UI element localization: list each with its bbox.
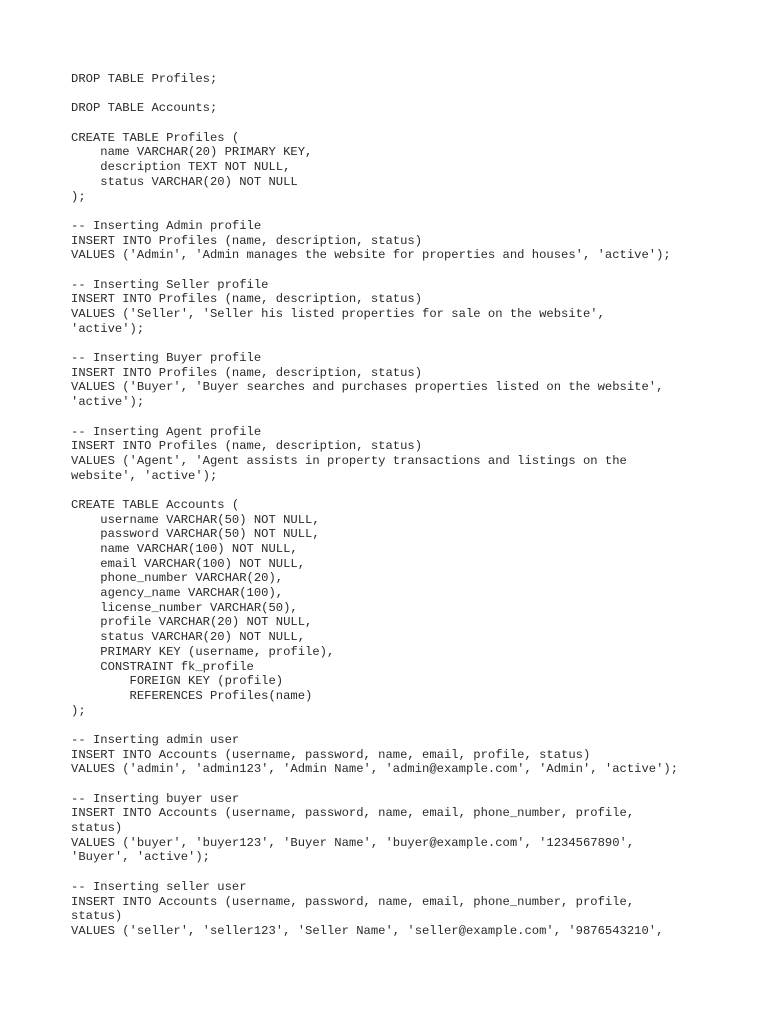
code-line: ); <box>71 703 86 718</box>
code-line: INSERT INTO Profiles (name, description, status) <box>71 233 423 248</box>
code-line: FOREIGN KEY (profile) <box>71 674 284 689</box>
code-line: -- Inserting Seller profile <box>71 277 269 292</box>
code-line: -- Inserting Buyer profile <box>71 351 262 366</box>
code-line: VALUES ('Seller', 'Seller his listed properties for sale on the website', <box>71 307 605 321</box>
code-line: status) <box>71 909 123 924</box>
code-line <box>71 87 731 102</box>
code-line: description TEXT NOT NULL, <box>71 160 291 175</box>
code-line: -- Inserting Agent profile <box>71 424 262 439</box>
code-line: INSERT INTO Accounts (username, password, name, email, phone_number, profile, <box>71 806 635 821</box>
code-line: phone_number VARCHAR(20), <box>71 571 284 586</box>
code-line: PRIMARY KEY (username, profile), <box>71 644 335 659</box>
code-line: password VARCHAR(50) NOT NULL, <box>71 527 320 542</box>
code-line: -- Inserting Admin profile <box>71 218 262 233</box>
code-line: VALUES ('admin', 'admin123', 'Admin Name', 'admin@example.com', 'Admin', 'active'); <box>71 762 679 777</box>
code-line: -- Inserting admin user <box>71 732 240 747</box>
code-line: 'Buyer', 'active'); <box>71 850 210 865</box>
code-line: CREATE TABLE Profiles ( <box>71 130 240 145</box>
sql-code-block <box>71 72 731 939</box>
code-line: license_number VARCHAR(50), <box>71 600 298 615</box>
code-line: username VARCHAR(50) NOT NULL, <box>71 512 320 527</box>
code-line: VALUES ('seller', 'seller123', 'Seller Name', 'seller@example.com', '9876543210', <box>71 923 664 938</box>
code-line: INSERT INTO Profiles (name, description, status) <box>71 292 423 307</box>
code-line: -- Inserting seller user <box>71 879 247 894</box>
code-line: INSERT INTO Profiles (name, description, status) <box>71 439 423 454</box>
code-line <box>71 483 731 498</box>
code-line: DROP TABLE Accounts; <box>71 101 218 116</box>
code-line: agency_name VARCHAR(100), <box>71 586 284 601</box>
code-line: email VARCHAR(100) NOT NULL, <box>71 556 306 571</box>
code-line: INSERT INTO Profiles (name, description, status) <box>71 365 423 380</box>
code-line: INSERT INTO Accounts (username, password, name, email, phone_number, profile, <box>71 894 635 909</box>
code-line: 'active'); <box>71 321 145 336</box>
code-line: website', 'active'); <box>71 468 218 483</box>
code-line: 'active'); <box>71 395 145 410</box>
code-line: CONSTRAINT fk_profile <box>71 659 254 674</box>
code-line: ); <box>71 189 86 204</box>
code-line <box>71 865 731 880</box>
code-line <box>71 336 731 351</box>
code-line: DROP TABLE Profiles; <box>71 72 218 86</box>
code-line <box>71 410 731 425</box>
code-line <box>71 718 731 733</box>
code-line: VALUES ('buyer', 'buyer123', 'Buyer Name', 'buyer@example.com', '1234567890', <box>71 835 635 850</box>
code-line: VALUES ('Buyer', 'Buyer searches and purchases properties listed on the website', <box>71 380 664 395</box>
code-line <box>71 116 731 131</box>
code-line: REFERENCES Profiles(name) <box>71 688 313 703</box>
code-line <box>71 777 731 792</box>
code-line: status VARCHAR(20) NOT NULL <box>71 174 298 189</box>
code-line <box>71 263 731 278</box>
code-line: INSERT INTO Accounts (username, password, name, email, profile, status) <box>71 747 591 762</box>
code-line: name VARCHAR(100) NOT NULL, <box>71 542 298 556</box>
code-line <box>71 204 731 219</box>
code-line: status VARCHAR(20) NOT NULL, <box>71 630 306 645</box>
code-line: -- Inserting buyer user <box>71 791 240 806</box>
code-line: CREATE TABLE Accounts ( <box>71 497 240 512</box>
code-line: name VARCHAR(20) PRIMARY KEY, <box>71 145 313 160</box>
code-line: VALUES ('Admin', 'Admin manages the website for properties and houses', 'active'); <box>71 248 671 263</box>
code-line: status) <box>71 821 123 836</box>
code-line: VALUES ('Agent', 'Agent assists in property transactions and listings on the <box>71 453 627 468</box>
code-line: profile VARCHAR(20) NOT NULL, <box>71 615 313 630</box>
